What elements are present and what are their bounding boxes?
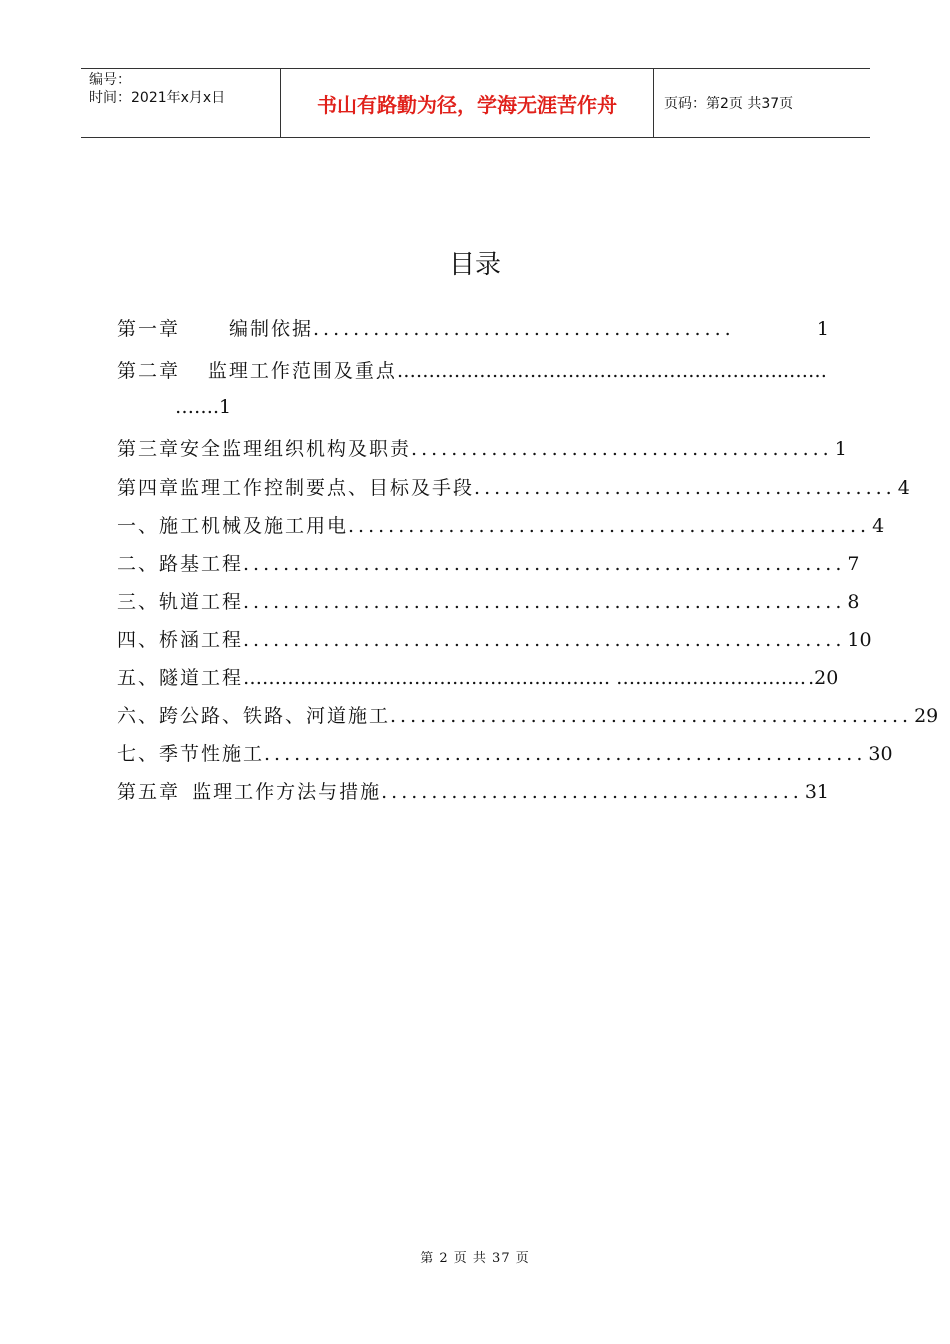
number-label: 编号： (89, 72, 131, 88)
toc-entry[interactable] (117, 625, 872, 652)
toc-leader: ............................................................ (243, 553, 846, 575)
toc-page: 30 (868, 743, 893, 765)
toc-entry[interactable] (117, 549, 860, 576)
toc-entry[interactable] (117, 511, 885, 538)
toc-text: 四、桥涵工程 (117, 629, 244, 651)
toc-page: 7 (847, 553, 860, 575)
page-header (81, 68, 870, 138)
toc-page: 4 (872, 515, 885, 537)
toc-text: 六、跨公路、铁路、河道施工 (117, 705, 391, 727)
toc-leader: ……………………………………………………..…… (396, 360, 827, 382)
toc-leader: .......................................... (411, 438, 833, 460)
toc-text: 监理工作方法与措施 (192, 781, 382, 803)
toc-leader: .......................................... (313, 318, 735, 340)
toc-page: 31 (804, 781, 829, 803)
toc-leader: .......................................... (474, 477, 896, 499)
header-page-label: 页码：第2页 共37页 (664, 96, 794, 112)
toc-chapter: 第三章 (117, 438, 181, 460)
toc-entry[interactable] (117, 663, 839, 690)
toc-title: 目录 (448, 250, 501, 280)
toc-text: 三、轨道工程 (117, 591, 244, 613)
toc-leader: .................................................... (348, 515, 871, 537)
toc-text: 监理工作范围及重点 (207, 360, 397, 382)
toc-text: 编制依据 (229, 318, 314, 340)
toc-entry[interactable] (117, 777, 829, 804)
toc-page: .20 (808, 667, 839, 689)
toc-chapter: 第一章 (117, 318, 181, 340)
toc-chapter: 第四章 (117, 477, 181, 499)
toc-leader: ............................................................ (264, 743, 867, 765)
page-footer: 第 2 页 共 37 页 (420, 1251, 530, 1266)
toc-page: 8 (847, 591, 860, 613)
header-meta (81, 69, 281, 137)
toc-text: 监理工作控制要点、目标及手段 (180, 477, 475, 499)
toc-page: 29 (914, 705, 939, 727)
toc-entry[interactable] (117, 701, 939, 728)
toc-leader: …………………………………………………. ………………………… (243, 667, 807, 689)
toc-text: 一、施工机械及施工用电 (117, 515, 349, 537)
toc-entry[interactable] (117, 739, 893, 766)
toc-page: 4 (897, 477, 910, 499)
header-motto: 书山有路勤为径，学海无涯苦作舟 (281, 69, 654, 137)
toc-leader: .......................................... (381, 781, 803, 803)
toc-text: 安全监理组织机构及职责 (180, 438, 412, 460)
toc-text: 七、季节性施工 (117, 743, 265, 765)
toc-page: 1 (834, 438, 847, 460)
toc-entry[interactable] (117, 314, 829, 341)
toc-entry[interactable] (117, 434, 847, 461)
toc-page: 10 (847, 629, 872, 651)
toc-text: 五、隧道工程 (117, 667, 244, 689)
toc-entry[interactable] (117, 356, 829, 383)
toc-leader: .................................................... (390, 705, 913, 727)
toc-leader: ............................................................ (243, 591, 846, 613)
toc-entry[interactable] (117, 587, 860, 614)
toc-page: 1 (816, 318, 829, 340)
toc-leader: ............................................................ (243, 629, 846, 651)
toc-continuation: …….1 (175, 396, 232, 418)
time-label: 时间：2021年x月x日 (89, 90, 226, 106)
toc-chapter: 第五章 (117, 781, 181, 803)
toc-text: 二、路基工程 (117, 553, 244, 575)
toc-chapter: 第二章 (117, 360, 181, 382)
toc-entry[interactable] (117, 473, 910, 500)
